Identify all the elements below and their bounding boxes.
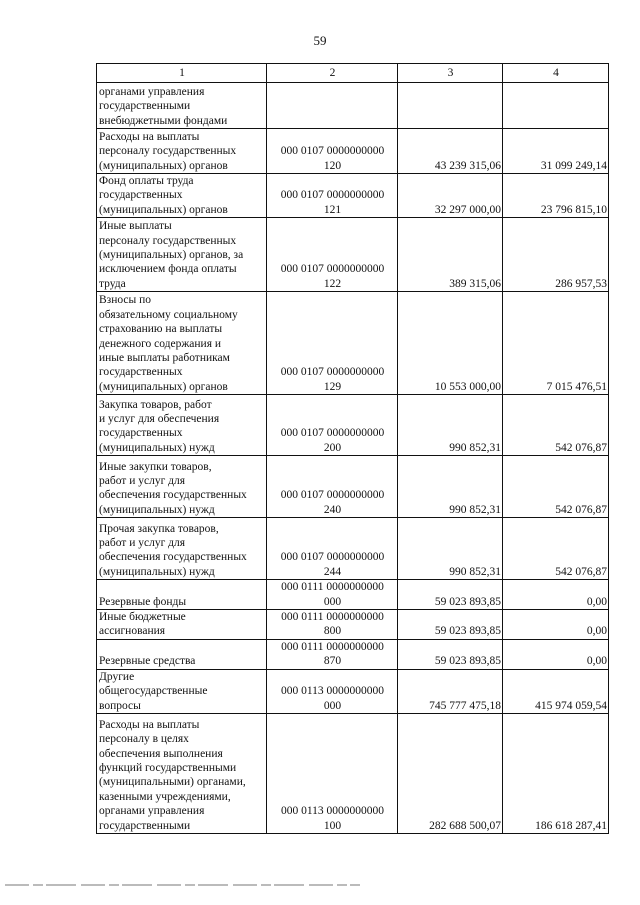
scan-artifact-line (0, 880, 640, 890)
table-row (97, 395, 609, 456)
row-value-col4: 31 099 249,14 (503, 129, 609, 174)
row-value-col3: 59 023 893,85 (398, 580, 503, 610)
row-code-cell: 000 0107 0000000000 200 (267, 395, 398, 456)
row-value-col4: 7 015 476,51 (503, 292, 609, 395)
table-row (97, 174, 609, 218)
table-row (97, 714, 609, 834)
row-name-cell: Расходы на выплаты персоналу в целях обеспечения выполнения функций государственными (муниципальными) органами, казенными учреждениями, органами управления государственными (97, 714, 267, 834)
row-code-cell: 000 0111 0000000000 000 (267, 580, 398, 610)
row-code-cell: 000 0107 0000000000 240 (267, 456, 398, 518)
table-row (97, 518, 609, 580)
row-value-col4: 186 618 287,41 (503, 714, 609, 834)
row-value-col3: 32 297 000,00 (398, 174, 503, 218)
row-value-col4: 542 076,87 (503, 456, 609, 518)
table-row (97, 639, 609, 669)
column-header: 2 (267, 64, 398, 83)
row-name-cell: Расходы на выплаты персоналу государственных (муниципальных) органов (97, 129, 267, 174)
row-value-col3: 389 315,06 (398, 218, 503, 292)
row-code-cell: 000 0107 0000000000 244 (267, 518, 398, 580)
row-value-col3: 990 852,31 (398, 395, 503, 456)
table-row (97, 669, 609, 713)
row-code-cell: 000 0113 0000000000 100 (267, 714, 398, 834)
table-row (97, 292, 609, 395)
row-value-col3: 990 852,31 (398, 518, 503, 580)
row-code-cell: 000 0111 0000000000 800 (267, 610, 398, 640)
row-value-col4: 0,00 (503, 639, 609, 669)
page-number: 59 (313, 33, 327, 48)
table-row (97, 610, 609, 640)
row-value-col4: 542 076,87 (503, 395, 609, 456)
row-name-cell: Взносы по обязательному социальному страхованию на выплаты денежного содержания и иные выплаты работникам государственных (муниципальных) органов (97, 292, 267, 395)
row-name-cell: Резервные средства (97, 639, 267, 669)
row-name-cell: Иные закупки товаров, работ и услуг для обеспечения государственных (муниципальных) нужд (97, 456, 267, 518)
row-value-col4: 415 974 059,54 (503, 669, 609, 713)
row-value-col4: 0,00 (503, 580, 609, 610)
table-row (97, 580, 609, 610)
row-name-cell: Фонд оплаты труда государственных (муниципальных) органов (97, 174, 267, 218)
row-value-col4: 286 957,53 (503, 218, 609, 292)
row-value-col4 (503, 83, 609, 129)
row-value-col3: 43 239 315,06 (398, 129, 503, 174)
header-row (97, 64, 609, 83)
row-code-cell: 000 0111 0000000000 870 (267, 639, 398, 669)
row-name-cell: Иные выплаты персоналу государственных (муниципальных) органов, за исключением фонда оплаты труда (97, 218, 267, 292)
table-row (97, 456, 609, 518)
row-name-cell: Другие общегосударственные вопросы (97, 669, 267, 713)
row-value-col3: 59 023 893,85 (398, 610, 503, 640)
row-value-col3: 282 688 500,07 (398, 714, 503, 834)
row-value-col3 (398, 83, 503, 129)
table-row (97, 83, 609, 129)
column-header: 3 (398, 64, 503, 83)
row-name-cell: Прочая закупка товаров, работ и услуг для обеспечения государственных (муниципальных) нужд (97, 518, 267, 580)
row-name-cell: Иные бюджетные ассигнования (97, 610, 267, 640)
row-value-col4: 542 076,87 (503, 518, 609, 580)
row-code-cell: 000 0107 0000000000 129 (267, 292, 398, 395)
row-name-cell: Резервные фонды (97, 580, 267, 610)
row-code-cell: 000 0107 0000000000 121 (267, 174, 398, 218)
row-value-col4: 0,00 (503, 610, 609, 640)
column-header: 4 (503, 64, 609, 83)
row-value-col3: 59 023 893,85 (398, 639, 503, 669)
row-code-cell: 000 0113 0000000000 000 (267, 669, 398, 713)
row-name-cell: органами управления государственными внебюджетными фондами (97, 83, 267, 129)
row-value-col4: 23 796 815,10 (503, 174, 609, 218)
row-code-cell (267, 83, 398, 129)
row-value-col3: 10 553 000,00 (398, 292, 503, 395)
table-row (97, 218, 609, 292)
row-value-col3: 990 852,31 (398, 456, 503, 518)
row-code-cell: 000 0107 0000000000 120 (267, 129, 398, 174)
table-row (97, 129, 609, 174)
budget-table (96, 63, 609, 834)
column-header: 1 (97, 64, 267, 83)
row-name-cell: Закупка товаров, работ и услуг для обеспечения государственных (муниципальных) нужд (97, 395, 267, 456)
row-code-cell: 000 0107 0000000000 122 (267, 218, 398, 292)
row-value-col3: 745 777 475,18 (398, 669, 503, 713)
